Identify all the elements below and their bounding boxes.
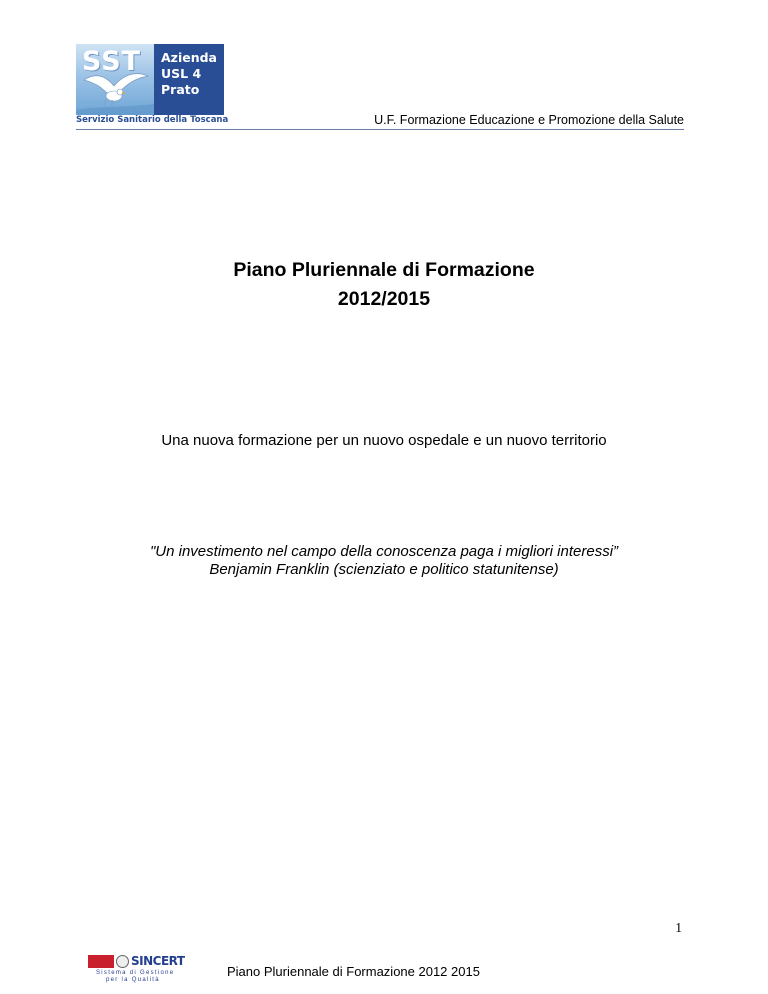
logo-org-panel [154,44,224,115]
sincert-logo [88,954,185,993]
document-subtitle: Una nuova formazione per un nuovo ospedale e un nuovo territorio [161,432,607,449]
logo-org-line-1: Azienda [161,50,217,65]
footer-text: Piano Pluriennale di Formazione 2012 2015 [227,964,480,979]
logo-mark: SST [82,46,142,77]
header-department: U.F. Formazione Educazione e Promozione della Salute [374,113,684,127]
quote-text: "Un investimento nel campo della conoscenza paga i migliori interessi” [149,543,619,560]
seagull-icon [76,62,154,115]
quote-author: Benjamin Franklin (scienziato e politico statunitense) [209,561,559,578]
certification-line-2: per la Qualità [106,977,160,983]
header-rule [76,129,684,130]
sst-logo [76,44,236,126]
logo-org-line-3: Prato [161,82,200,97]
logo-org-line-2: USL 4 [161,66,202,81]
document-years: 2012/2015 [337,288,431,310]
certification-name: SINCERT [131,954,185,968]
globe-icon [116,955,129,968]
logo-sky-panel [76,44,154,115]
page-number: 1 [675,920,682,935]
certification-mark [88,955,114,968]
logo-panel [76,44,224,115]
document-title: Piano Pluriennale di Formazione [233,259,535,281]
certification-line-1: Sistema di Gestione [96,970,175,976]
logo-tagline: Servizio Sanitario della Toscana [76,115,229,125]
